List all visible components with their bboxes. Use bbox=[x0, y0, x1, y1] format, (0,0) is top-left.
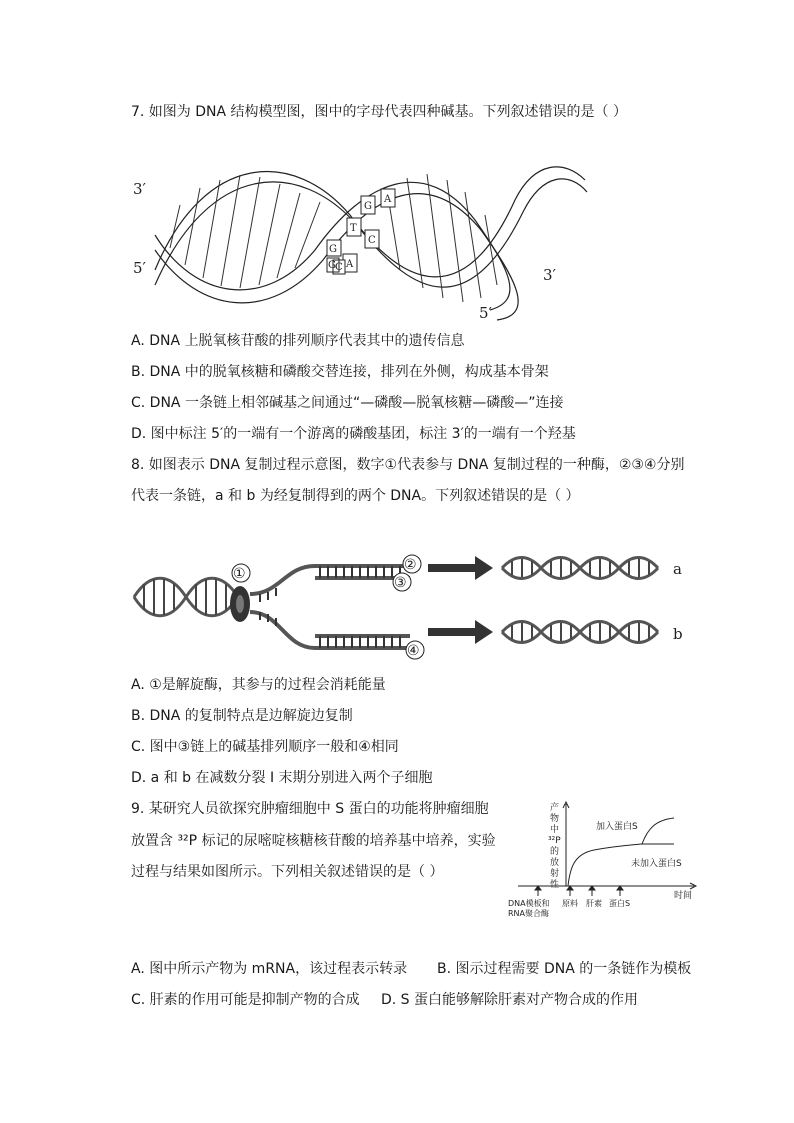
base-label: G bbox=[328, 260, 336, 271]
event-heparin: 肝素 bbox=[586, 899, 602, 908]
q9-option-a: A. 图中所示产物为 mRNA，该过程表示转录 bbox=[131, 961, 408, 977]
label-without-s: 未加入蛋白S bbox=[631, 859, 682, 869]
q7-option-d: D. 图中标注 5′的一端有一个游离的磷酸基团，标注 3′的一端有一个羟基 bbox=[131, 426, 576, 442]
event-raw-material: 原料 bbox=[562, 899, 578, 908]
strand-4-label: ④ bbox=[407, 643, 420, 659]
product-b-label: b bbox=[673, 625, 683, 643]
q7-option-a: A. DNA 上脱氧核苷酸的排列顺序代表其中的遗传信息 bbox=[131, 333, 465, 349]
base-label: G bbox=[364, 201, 372, 212]
q9-option-d: D. S 蛋白能够解除肝素对产物合成的作用 bbox=[381, 992, 639, 1008]
q7-option-c: C. DNA 一条链上相邻碱基之间通过“—磷酸—脱氧核糖—磷酸—”连接 bbox=[131, 395, 564, 411]
q8-stem-line2: 代表一条链，a 和 b 为经复制得到的两个 DNA。下列叙述错误的是（ ） bbox=[131, 488, 580, 504]
q7-dna-helix-figure bbox=[125, 160, 605, 330]
q9-stem-line3: 过程与结果如图所示。下列相关叙述错误的是（ ） bbox=[131, 864, 444, 880]
event-template-enzyme: DNA模板和 RNA聚合酶 bbox=[508, 899, 550, 918]
q8-option-c: C. 图中③链上的碱基排列顺序一般和④相同 bbox=[131, 739, 399, 755]
q8-option-a: A. ①是解旋酶，其参与的过程会消耗能量 bbox=[131, 677, 386, 693]
q9-stem-line2: 放置含 ³²P 标记的尿嘧啶核糖核苷酸的培养基中培养，实验 bbox=[131, 833, 496, 849]
q8-dna-replication-figure bbox=[130, 552, 690, 662]
base-label: A bbox=[346, 259, 354, 270]
arrow-to-b bbox=[428, 620, 493, 644]
arrow-to-a bbox=[428, 556, 493, 580]
helix-strand-1 bbox=[155, 167, 587, 287]
base-label: C bbox=[368, 235, 376, 246]
q8-option-b: B. DNA 的复制特点是边解旋边复制 bbox=[131, 708, 353, 724]
label-3prime-right: 3′ bbox=[543, 266, 556, 284]
base-label: C bbox=[335, 262, 343, 273]
product-dna-a bbox=[502, 558, 658, 579]
q7-option-b: B. DNA 中的脱氧核糖和磷酸交替连接，排列在外侧，构成基本骨架 bbox=[131, 364, 549, 380]
curve-with-s bbox=[642, 818, 674, 844]
base-label: T bbox=[350, 223, 357, 234]
strand-2-label: ② bbox=[404, 557, 417, 573]
base-label: A bbox=[384, 194, 392, 205]
event-protein-s: 蛋白S bbox=[609, 899, 631, 908]
q7-stem: 7. 如图为 DNA 结构模型图，图中的字母代表四种碱基。下列叙述错误的是（ ） bbox=[131, 104, 627, 120]
y-axis-label: 产物中 ³²P 的放射性 bbox=[548, 803, 561, 890]
q9-option-c: C. 肝素的作用可能是抑制产物的合成 bbox=[131, 992, 360, 1008]
label-5prime-bottom: 5′ bbox=[479, 304, 492, 322]
parent-dna bbox=[134, 578, 238, 616]
strand-3-label: ③ bbox=[394, 575, 407, 591]
label-with-s: 加入蛋白S bbox=[596, 822, 638, 832]
product-dna-b bbox=[502, 622, 658, 643]
q9-stem-line1: 9. 某研究人员欲探究肿瘤细胞中 S 蛋白的功能将肿瘤细胞 bbox=[131, 801, 489, 817]
enzyme-label: ① bbox=[233, 566, 246, 582]
product-a-label: a bbox=[673, 560, 682, 578]
label-5prime-left: 5′ bbox=[133, 259, 146, 277]
x-axis-label: 时间 bbox=[674, 891, 693, 901]
label-3prime-left: 3′ bbox=[133, 180, 146, 198]
base-label: G bbox=[329, 244, 337, 255]
fork-strands bbox=[250, 566, 410, 648]
q8-stem-line1: 8. 如图表示 DNA 复制过程示意图，数字①代表参与 DNA 复制过程的一种酶，②③④分别 bbox=[131, 457, 685, 473]
event-arrows bbox=[535, 886, 623, 896]
q9-radioactivity-chart bbox=[506, 798, 706, 923]
q8-option-d: D. a 和 b 在减数分裂 I 末期分别进入两个子细胞 bbox=[131, 770, 433, 786]
q9-option-b: B. 图示过程需要 DNA 的一条链作为模板 bbox=[437, 961, 692, 977]
